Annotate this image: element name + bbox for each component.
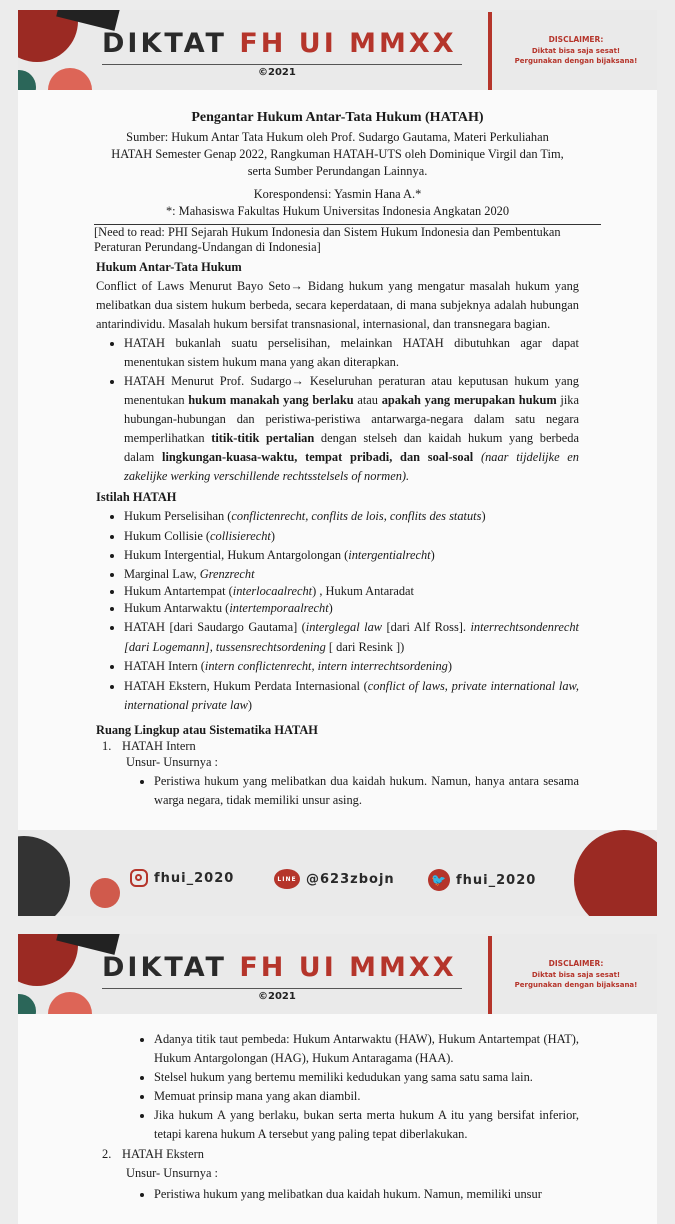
numbered-item: 1. HATAH Intern: [102, 738, 196, 753]
header-divider: [488, 12, 492, 90]
list-item: • HATAH Ekstern, Hukum Perdata Internasional (conflict of laws, private international law, international private law): [124, 677, 579, 716]
decorative-circle: [18, 994, 36, 1014]
document-body: [18, 1030, 657, 1204]
list-item: • HATAH Intern (intern conflictenrecht, intern interrechtsordening): [124, 657, 579, 677]
affiliation: *: Mahasiswa Fakultas Hukum Universitas Indonesia Angkatan 2020: [165, 204, 510, 218]
list-item: • Jika hukum A yang berlaku, bukan serta merta hukum A itu yang bersifat inferior, tetapi karena hukum A tersebut yang paling tepat diberlakukan.: [154, 1106, 579, 1144]
header-rule: [102, 988, 462, 989]
subheading: Unsur- Unsurnya :: [126, 1166, 218, 1180]
header-year: ©2021: [258, 67, 296, 78]
paragraph: Conflict of Laws Menurut Bayo Seto→ Bidang hukum yang mengatur masalah hukum yang melibatkan dua sistem hukum berbeda, secara keperdataan, di mana subjeknya adalah hubungan antarindividu. Masalah hukum bersifat transnasional, internasional, dan transnegara bagian.: [96, 279, 579, 331]
source-text: Sumber: Hukum Antar Tata Hukum oleh Prof. Sudargo Gautama, Materi Perkuliahan HATAH Semester Genap 2022, Rangkuman HATAH-UTS oleh Dominique Virgil dan Tim, serta Sumber Perundangan Lainnya.: [111, 130, 564, 178]
list-item: • Adanya titik taut pembeda: Hukum Antarwaktu (HAW), Hukum Antartempat (HAT), Hukum Antargolongan (HAG), Hukum Antaragama (HAA).: [154, 1030, 579, 1068]
document-page-1: [18, 10, 657, 916]
list-item: • Marginal Law, Grenzrecht: [124, 566, 579, 583]
list-item: • Hukum Perselisihan (conflictenrecht, conflits de lois, conflits des statuts): [124, 507, 579, 527]
decorative-circle: [18, 836, 70, 916]
header-year: ©2021: [258, 991, 296, 1002]
list-item: • Peristiwa hukum yang melibatkan dua kaidah hukum. Namun, hanya antara sesama warga negara, tidak memiliki unsur asing.: [154, 772, 579, 810]
decorative-circle: [48, 68, 92, 90]
document-page-2: [18, 934, 657, 1224]
numbered-item: 2. HATAH Ekstern: [102, 1147, 204, 1161]
twitter-handle: 🐦 fhui_2020: [428, 869, 536, 891]
bullet-list: [18, 772, 657, 810]
page-header: [18, 934, 657, 1014]
disclaimer: DISCLAIMER: Diktat bisa saja sesat! Pergunakan dengan bijaksana!: [514, 959, 638, 989]
instagram-icon: [130, 869, 148, 887]
header-title: DIKTAT FH UI MMXX: [102, 28, 457, 59]
line-icon: LINE: [274, 869, 300, 889]
list-item: • HATAH [dari Saudargo Gautama] (interglegal law [dari Alf Ross]. interrechtsondenrecht [dari Logemann], tussensrechtsordening [ dari Resink ]): [124, 618, 579, 657]
need-to-read-note: [Need to read: PHI Sejarah Hukum Indonesia dan Sistem Hukum Indonesia dan Pembentukan Peraturan Perundang-Undangan di Indonesia]: [94, 225, 561, 254]
list-item: • HATAH Menurut Prof. Sudargo→ Keseluruhan peraturan atau keputusan hukum yang menentukan hukum manakah yang berlaku atau apakah yang merupakan hukum jika hubungan-hubungan dan peristiwa-peristiwa antarwarga-negara dalam satu negara memperlihatkan titik-titik pertalian dengan stelseh dan kaidah hukum yang berbeda dalam lingkungan-kuasa-waktu, tempat pribadi, dan soal-soal (naar tijdelijke en zakelijke werking verschillende rechtsstelsels of normen).: [124, 372, 579, 486]
list-item: • HATAH bukanlah suatu perselisihan, melainkan HATAH dibutuhkan agar dapat menentukan sistem hukum mana yang akan diterapkan.: [124, 334, 579, 372]
header-divider: [488, 936, 492, 1014]
header-title: DIKTAT FH UI MMXX: [102, 952, 457, 983]
correspondence: Korespondensi: Yasmin Hana A.*: [253, 187, 422, 201]
decorative-circle: [90, 878, 120, 908]
bullet-list: [18, 1030, 657, 1144]
line-handle: LINE @623zbojn: [274, 869, 395, 889]
header-rule: [102, 64, 462, 65]
list-item: • Stelsel hukum yang bertemu memiliki kedudukan yang sama satu sama lain.: [154, 1068, 579, 1087]
disclaimer: DISCLAIMER: Diktat bisa saja sesat! Pergunakan dengan bijaksana!: [514, 35, 638, 65]
list-item: • Hukum Collisie (collisierecht): [124, 527, 579, 547]
twitter-icon: 🐦: [428, 869, 450, 891]
section-heading: Hukum Antar-Tata Hukum: [96, 260, 242, 274]
page-header: [18, 10, 657, 90]
bullet-list: [18, 507, 657, 716]
document-body: [18, 108, 657, 810]
section-heading: Istilah HATAH: [96, 490, 177, 504]
bullet-list: [18, 334, 657, 486]
decorative-circle: [18, 70, 36, 90]
list-item: • Hukum Antarwaktu (intertemporaalrecht): [124, 599, 579, 619]
list-item: • Hukum Intergential, Hukum Antargolongan (intergentialrecht): [124, 546, 579, 566]
decorative-circle: [574, 830, 657, 916]
decorative-circle: [48, 992, 92, 1014]
document-title: Pengantar Hukum Antar-Tata Hukum (HATAH): [191, 110, 484, 125]
page-footer: [18, 830, 657, 916]
list-item: • Hukum Antartempat (interlocaalrecht) , Hukum Antaradat: [124, 583, 579, 599]
section-heading: Ruang Lingkup atau Sistematika HATAH: [96, 722, 318, 737]
list-item: • Memuat prinsip mana yang akan diambil.: [154, 1087, 579, 1106]
instagram-handle: fhui_2020: [130, 869, 234, 887]
subheading: Unsur- Unsurnya :: [126, 754, 218, 769]
bullet-list: [18, 1185, 657, 1204]
list-item: • Peristiwa hukum yang melibatkan dua kaidah hukum. Namun, memiliki unsur: [154, 1185, 579, 1204]
